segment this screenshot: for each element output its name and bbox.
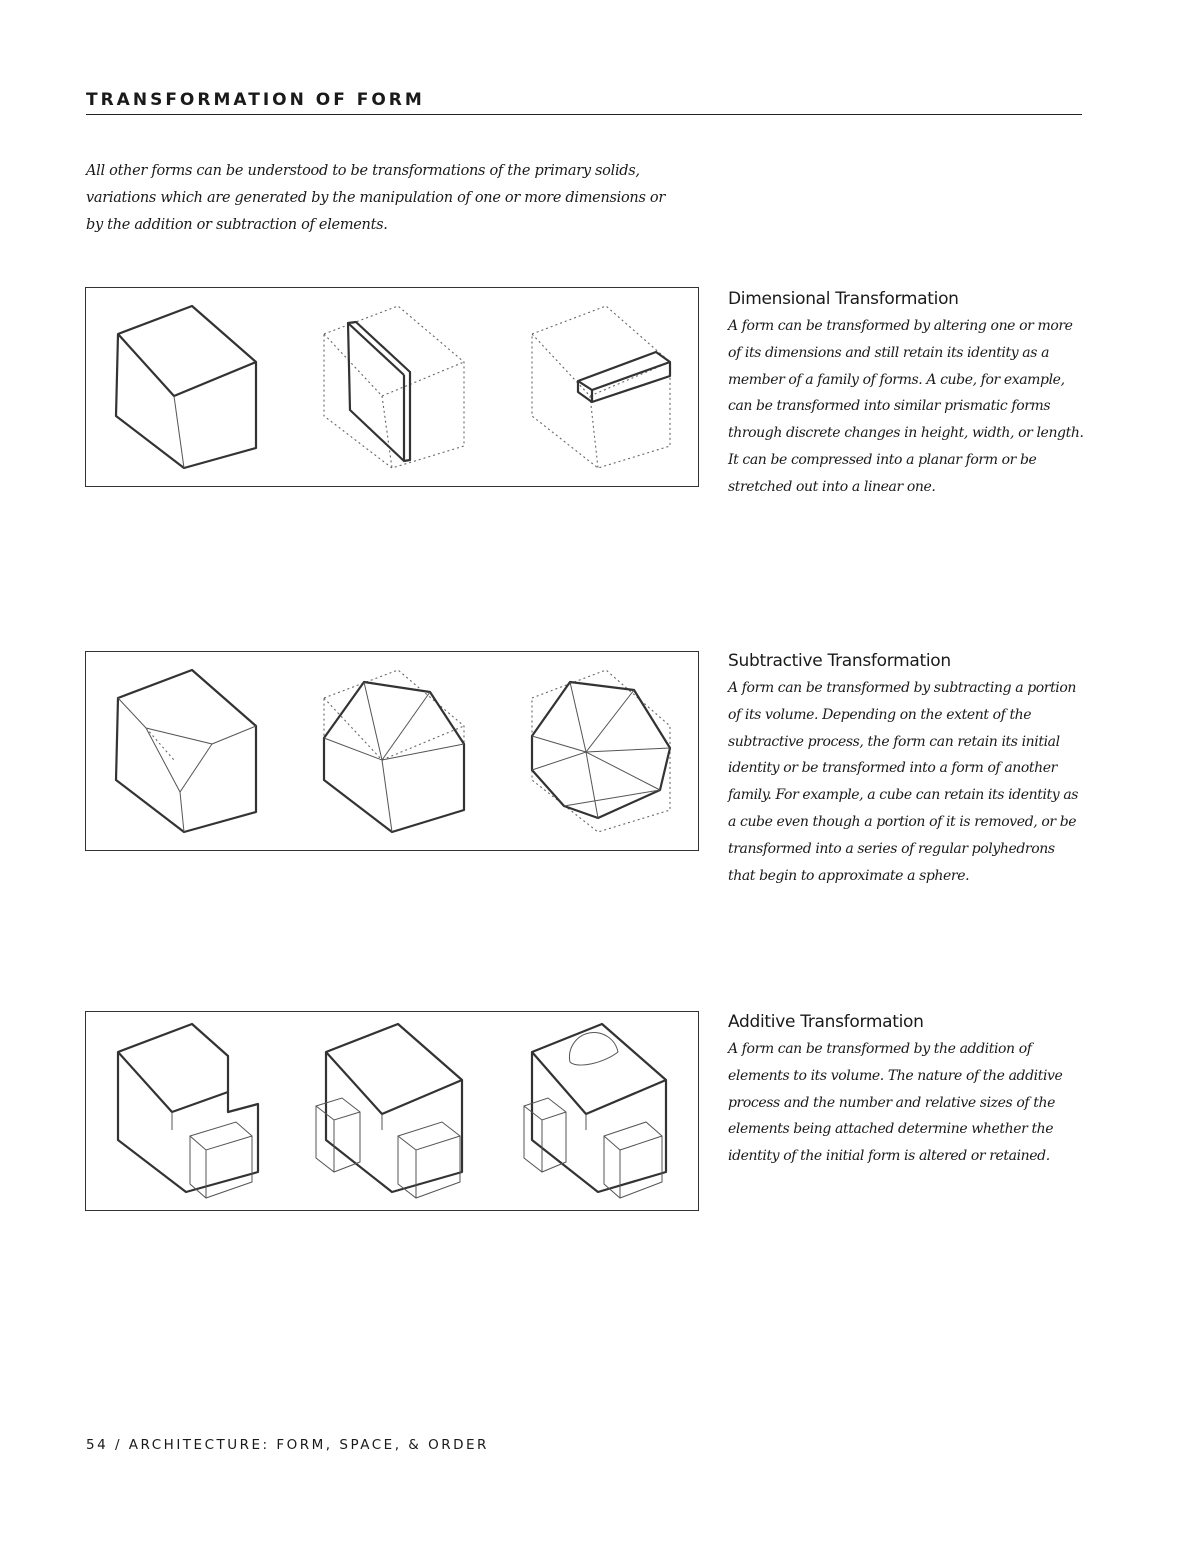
cube-three-additions [524, 1024, 666, 1198]
cube-two-additions [316, 1024, 462, 1198]
page-title: TRANSFORMATION OF FORM [86, 90, 425, 110]
additive-figure-panel [85, 1011, 699, 1211]
cube-polyhedron [532, 670, 670, 832]
page-footer: 54 / ARCHITECTURE: FORM, SPACE, & ORDER [86, 1437, 489, 1453]
cube-one-addition [118, 1024, 258, 1198]
cube-solid [116, 306, 256, 468]
page-header [86, 90, 1082, 115]
dimensional-section [728, 289, 1084, 501]
dimensional-body: A form can be transformed by altering one or more of its dimensions and still retain its identity as a member of a family of forms. A cube, for example, can be transformed into similar prismatic forms through discrete changes in height, width, or length. It can be compressed into a planar form or be stretched out into a linear one. [728, 318, 1084, 495]
cube-corner-removed [116, 670, 256, 832]
subtractive-section [728, 651, 1084, 889]
cube-chamfered [324, 670, 464, 832]
additive-body: A form can be transformed by the addition of elements to its volume. The nature of the additive process and the number and relative sizes of the elements being attached determine whether the identity of the initial form is altered or retained. [728, 1041, 1063, 1165]
additive-section [728, 1012, 1084, 1170]
subtractive-figures [86, 652, 700, 852]
additive-title: Additive Transformation [728, 1012, 924, 1032]
dimensional-figures [86, 288, 700, 488]
subtractive-figure-panel [85, 651, 699, 851]
dimensional-title: Dimensional Transformation [728, 289, 959, 309]
cube-compressed-plane [324, 306, 464, 468]
cube-stretched-linear [532, 306, 670, 468]
subtractive-body: A form can be transformed by subtracting a portion of its volume. Depending on the extent of the subtractive process, the form can retain its initial identity or be transformed into a form of another family. For example, a cube can retain its identity as a cube even though a portion of it is removed, or be transformed into a series of regular polyhedrons that begin to approximate a sphere. [728, 680, 1079, 884]
dimensional-figure-panel [85, 287, 699, 487]
intro-paragraph: All other forms can be understood to be transformations of the primary solids, variations which are generated by the manipulation of one or more dimensions or by the addition or subtraction of elements. [86, 163, 665, 233]
subtractive-title: Subtractive Transformation [728, 651, 951, 671]
additive-figures [86, 1012, 700, 1212]
